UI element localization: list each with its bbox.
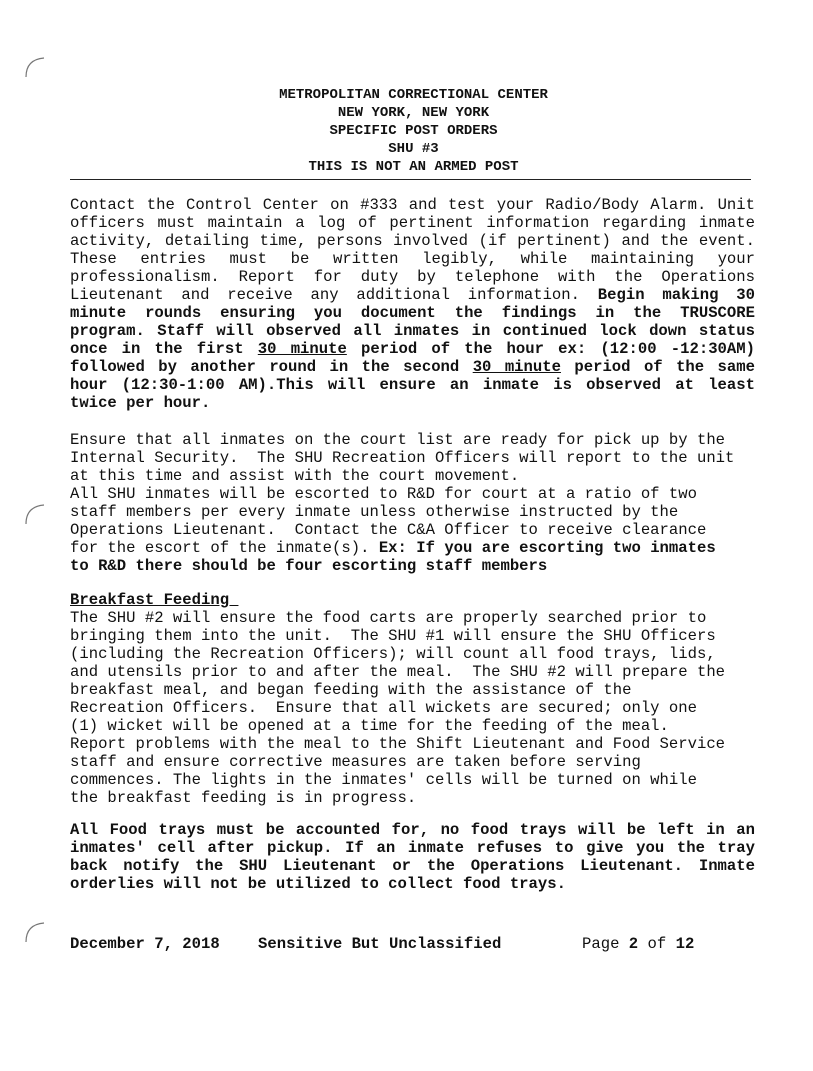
text-line xyxy=(70,304,755,322)
page-curl-icon xyxy=(24,502,48,526)
text-segment: commences. The lights in the inmates' cells will be turned on while xyxy=(70,771,697,789)
bold-text: once in the first xyxy=(70,340,258,358)
page-curl-icon xyxy=(24,920,48,944)
text-segment: staff members per every inmate unless otherwise instructed by the xyxy=(70,503,679,521)
text-segment: Lieutenant and receive any additional information. xyxy=(70,286,598,304)
bold-text: to R&D there should be four escorting staff members xyxy=(70,557,548,575)
document-header xyxy=(0,86,813,176)
footer-page-number: Page 2 of 12 xyxy=(582,935,695,953)
bold-text: back notify the SHU Lieutenant or the Operations Lieutenant. Inmate xyxy=(70,857,755,875)
bold-text: Ex: If you are escorting two inmates xyxy=(378,539,716,557)
bold-text: hour (12:30-1:00 AM).This will ensure an inmate is observed at least xyxy=(70,376,755,394)
text-segment: Contact the Control Center on #333 and test your Radio/Body Alarm. Unit xyxy=(70,196,755,214)
text-line xyxy=(70,557,755,575)
text-line xyxy=(70,467,755,485)
text-line xyxy=(70,232,755,250)
text-line xyxy=(70,521,755,539)
text-line xyxy=(70,789,755,807)
paragraph-radio-check xyxy=(70,196,755,412)
text-segment: activity, detailing time, persons involved (if pertinent) and the event. xyxy=(70,232,755,250)
text-line xyxy=(70,839,755,857)
text-segment: staff and ensure corrective measures are taken before serving xyxy=(70,753,641,771)
bold-text: followed by another round in the second xyxy=(70,358,473,376)
underlined-text: 30 minute xyxy=(472,358,561,376)
text-segment: officers must maintain a log of pertinent information regarding inmate xyxy=(70,214,755,232)
text-segment: Internal Security. The SHU Recreation Officers will report to the unit xyxy=(70,449,735,467)
bold-text: minute rounds ensuring you document the findings in the TRUSCORE xyxy=(70,304,755,322)
text-segment: Report problems with the meal to the Shift Lieutenant and Food Service xyxy=(70,735,726,753)
text-segment: These entries must be written legibly, while maintaining your xyxy=(70,250,755,268)
document-body xyxy=(70,196,755,893)
bold-text: inmates' cell after pickup. If an inmate refuses to give you the tray xyxy=(70,839,755,857)
text-line xyxy=(70,857,755,875)
bold-text: twice per hour. xyxy=(70,394,211,412)
text-line xyxy=(70,322,755,340)
text-line xyxy=(70,340,755,358)
bold-text: orderlies will not be utilized to collect food trays. xyxy=(70,875,566,893)
text-line xyxy=(70,645,755,663)
text-line xyxy=(70,250,755,268)
text-segment: (1) wicket will be opened at a time for the feeding of the meal. xyxy=(70,717,669,735)
paragraph-food-trays xyxy=(70,821,755,893)
text-line xyxy=(70,358,755,376)
text-line xyxy=(70,821,755,839)
footer-classification: Sensitive But Unclassified xyxy=(258,935,502,953)
bold-text: program. Staff will observed all inmates in continued lock down status xyxy=(70,322,755,340)
text-line xyxy=(70,699,755,717)
text-segment: and utensils prior to and after the meal. The SHU #2 will prepare the xyxy=(70,663,726,681)
underlined-text: 30 minute xyxy=(257,340,347,358)
header-line: SHU #3 xyxy=(388,141,439,157)
header-line: METROPOLITAN CORRECTIONAL CENTER xyxy=(279,87,548,103)
text-line xyxy=(70,717,755,735)
section-breakfast-feeding xyxy=(70,591,755,807)
text-line xyxy=(70,449,755,467)
paragraph-court-movement xyxy=(70,431,755,575)
text-line xyxy=(70,875,755,893)
text-line xyxy=(70,503,755,521)
bold-text: All Food trays must be accounted for, no food trays will be left in an xyxy=(70,821,755,839)
text-line xyxy=(70,286,755,304)
text-segment: breakfast meal, and began feeding with the assistance of the xyxy=(70,681,632,699)
text-line xyxy=(70,681,755,699)
text-line xyxy=(70,627,755,645)
text-line xyxy=(70,591,755,609)
text-segment: Operations Lieutenant. Contact the C&A Officer to receive clearance xyxy=(70,521,707,539)
text-line xyxy=(70,485,755,503)
footer-date: December 7, 2018 xyxy=(70,935,220,953)
text-line xyxy=(70,771,755,789)
bold-text: Begin making 30 xyxy=(597,286,755,304)
text-line xyxy=(70,539,755,557)
text-line xyxy=(70,663,755,681)
text-line xyxy=(70,735,755,753)
text-line xyxy=(70,268,755,286)
text-segment: Ensure that all inmates on the court list are ready for pick up by the xyxy=(70,431,726,449)
text-line xyxy=(70,376,755,394)
text-line xyxy=(70,431,755,449)
header-line: NEW YORK, NEW YORK xyxy=(337,105,490,121)
text-segment: bringing them into the unit. The SHU #1 will ensure the SHU Officers xyxy=(70,627,716,645)
text-line xyxy=(70,394,755,412)
text-segment: at this time and assist with the court movement. xyxy=(70,467,520,485)
text-segment: All SHU inmates will be escorted to R&D for court at a ratio of two xyxy=(70,485,697,503)
text-line xyxy=(70,609,755,627)
text-segment: professionalism. Report for duty by telephone with the Operations xyxy=(70,268,755,286)
header-line: SPECIFIC POST ORDERS xyxy=(329,123,498,139)
text-segment: Recreation Officers. Ensure that all wickets are secured; only one xyxy=(70,699,697,717)
text-line xyxy=(70,214,755,232)
text-segment: the breakfast feeding is in progress. xyxy=(70,789,417,807)
text-segment: for the escort of the inmate(s). xyxy=(70,539,379,557)
text-segment: The SHU #2 will ensure the food carts are properly searched prior to xyxy=(70,609,707,627)
bold-text: period of the hour ex: (12:00 -12:30AM) xyxy=(346,340,755,358)
text-line xyxy=(70,196,755,214)
underlined-text: Breakfast Feeding xyxy=(70,591,239,609)
text-segment: (including the Recreation Officers); will count all food trays, lids, xyxy=(70,645,716,663)
page-curl-icon xyxy=(24,55,48,79)
text-line xyxy=(70,753,755,771)
bold-text: period of the same xyxy=(560,358,755,376)
header-line: THIS IS NOT AN ARMED POST xyxy=(308,159,519,175)
header-divider xyxy=(70,179,751,180)
